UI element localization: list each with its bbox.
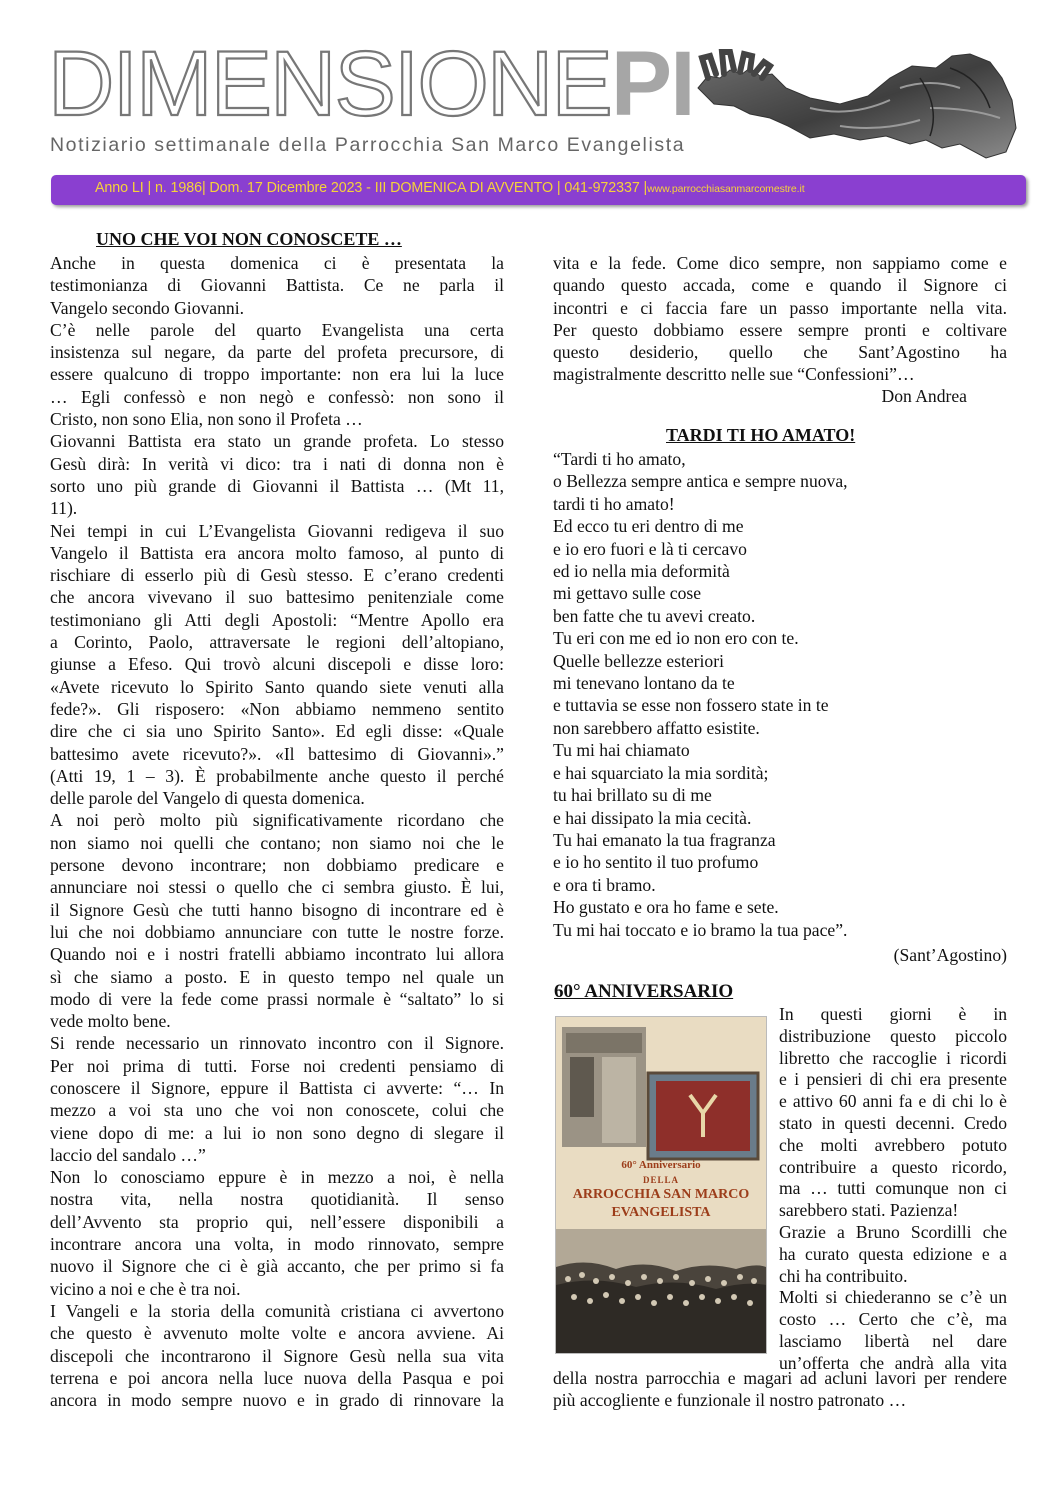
poem-line: e hai dissipato la mia cecità. [553,807,752,828]
article-line: C’è nelle parole del quarto Evangelista una certa [50,319,504,340]
article-line: giunse a Efeso. Qui trovò alcuni discepoli e disse loro: [50,654,504,675]
poem-line: e ora ti bramo. [553,874,656,895]
article-line: essere qualcuno di troppo importante: non era lui la luce [50,364,504,385]
anniversary-line: contribuire a questo ricordo, [779,1156,1007,1177]
poem-line: tu hai brillato su di me [553,785,712,806]
anniversary-line: libretto che raccoglie i ricordi [779,1047,1007,1068]
article-line: Per noi prima di tutti. Forse noi credenti pensiamo di [50,1055,504,1076]
article-line: A noi però molto più significativamente ricordano che [50,810,504,831]
booklet-title-line1: 60° Anniversario [621,1159,701,1171]
article-line: che questo è avvenuto molte volte e ancora avviene. Ai [50,1323,504,1344]
anniversary-line: lasciamo libertà nel dare [779,1330,1007,1351]
article-line: Giovanni Battista era stato un grande profeta. Lo stesso [50,431,504,452]
article-line: incontri e ci faccia fare un passo importante nella vita. [553,297,1007,318]
article-line: Vangelo il Battista era ancora molto famoso, al punto di [50,542,504,563]
article-line: discepoli che incontrarono il Signore Gesù nella sua vita [50,1345,504,1366]
article-line: terrena e poi ancora nella luce nuova della Pasqua e poi [50,1367,504,1388]
article-line: non siamo noi quelli che contano; non siamo noi che le [50,832,504,853]
newsletter-subtitle: Notiziario settimanale della Parrocchia San Marco Evangelista [50,134,686,156]
poem-line: Ed ecco tu eri dentro di me [553,516,744,537]
poem-line: e io ero fuori e là ti cercavo [553,538,747,559]
anniversary-line: Grazie a Bruno Scordilli che [779,1221,1007,1242]
poem-line: Tu eri con me ed io non ero con te. [553,628,799,649]
article-line: magistralmente descritto nelle sue “Confessioni”… [553,364,915,385]
poem-author: (Sant’Agostino) [893,945,1007,965]
article-line: modo di vere la fede come prassi normale è “saltato” lo si [50,988,504,1009]
article-line: 11). [50,498,78,519]
article-line: delle parole del Vangelo di questa domenica. [50,788,365,809]
poem-line: Tu hai emanato la tua fragranza [553,829,776,850]
article-line: fede?». Gli risposero: «Non abbiamo nemmeno sentito [50,698,504,719]
anniversary-line: della nostra parrocchia e magari ad acluni lavori per rendere [553,1368,1007,1388]
anniversary-line: Molti si chiederanno se c’è un [779,1287,1007,1308]
article-line: ancora in modo sempre nuovo e in grado di rinnovare la [50,1390,504,1411]
poem-line: Tu mi hai chiamato [553,740,690,761]
article-line: vicino a noi e che è tra noi. [50,1278,241,1299]
article-line: nuovo il Signore che ci è già accanto, che per primo si fa [50,1256,504,1277]
anniversary-side-text [779,1004,1007,1375]
poem-line: mi gettavo sulle cose [553,583,702,604]
article-line: persone devono incontrare; non dobbiamo predicare e [50,855,504,876]
article-line: incontrare ancora una volta, in modo rinnovato, sempre [50,1234,504,1255]
title-light-part: DIMENSIONE [48,33,611,135]
parish-website-link[interactable]: www.parrocchiasanmarcomestre.it [647,183,805,195]
anniversary-bottom-text [553,1368,1007,1412]
anniversary-line: In questi giorni è in [779,1004,1007,1024]
anniversary-line: ma … tutti comunque non ci [779,1178,1007,1199]
article-line: testimonianza di Giovanni Battista. Ce ne parla il [50,275,504,296]
article-line: sì che siamo a posto. E in questo tempo nel quale un [50,966,504,987]
anniversary-line: un’offerta che andrà alla vita [779,1352,1007,1373]
issue-details: Anno LI | n. 1986| Dom. 17 Dicembre 2023 - III DOMENICA DI AVVENTO | 041-972337 | [95,180,648,196]
newsletter-title [48,33,694,135]
article-line: vita e la fede. Come dico sempre, non sappiamo come e [553,253,1007,273]
article-heading-anniversario: 60° ANNIVERSARIO [554,981,734,1002]
poem-line: tardi ti ho amato! [553,493,675,514]
poem-line: non sarebbero affatto esistite. [553,717,760,738]
anniversary-line: che molti avrebbero potuto [779,1134,1007,1155]
article-line: «Avete ricevuto lo Spirito Santo quando siete venuti alla [50,676,504,697]
article-line: battesimo avete ricevuto?». «Il battesimo di Giovanni».” [50,743,504,764]
bronze-hand-sculpture-icon [690,48,1020,165]
booklet-title-line3: ARROCCHIA SAN MARCO [572,1187,750,1202]
poem-line: e tuttavia se esse non fossero state in te [553,695,829,716]
article-line: mezzo a voi sta uno che voi non conoscete, colui che [50,1100,504,1121]
anniversary-line: chi ha contribuito. [779,1265,908,1286]
anniversary-line: sarebbero stati. Pazienza! [779,1200,959,1221]
article-line: che ancora vivevano il suo battesimo penitenziale come [50,587,504,608]
poem-line: Ho gustato e ora ho fame e sete. [553,897,779,918]
anniversary-line: stato in questi decenni. Credo [779,1112,1007,1133]
article-body-column-1 [50,252,504,1411]
article-line: questo desiderio, quello che Sant’Agostino ha [553,342,1007,363]
poem-line: o Bellezza sempre antica e sempre nuova, [553,471,848,492]
article-line: rischiare di esserlo più di Gesù stesso. E c’erano credenti [50,565,504,586]
article-line: Cristo, non sono Elia, non sono il Profeta … [50,409,363,430]
article-line: testimoniano gli Atti degli Apostoli: “Mentre Apollo era [50,609,504,630]
anniversary-line: e attivo 60 anni fa e di chi lo è [779,1091,1007,1112]
article-line: conoscere il Signore, eppure il Battista ci avverte: “… In [50,1077,504,1098]
poem-line: Tu mi hai toccato e io bramo la tua pace”. [553,919,848,940]
article-line: Quando noi e i nostri fratelli abbiamo incontrato lui allora [50,944,504,965]
booklet-title-line4: EVANGELISTA [611,1205,711,1220]
article-line: il Signore Gesù che tutti hanno bisogno di incontrare ed è [50,899,504,920]
article-body-column-2 [553,252,1007,386]
article-line: Anche in questa domenica ci è presentata la [50,253,504,273]
anniversary-line: e i pensieri di chi era presente [779,1069,1007,1090]
article-line: nostra vita, nella nostra quotidianità. Il senso [50,1189,504,1210]
article-line: lui che noi dobbiamo annunciare con tutte le nostre forze. [50,921,504,942]
article-line: laccio del sandalo …” [50,1144,206,1165]
article-line: Vangelo secondo Giovanni. [50,297,244,318]
masthead [48,33,1008,168]
poem-line: e io ho sentito il tuo profumo [553,852,759,873]
article-line: Non lo conosciamo eppure è in mezzo a noi, è nella [50,1167,504,1188]
anniversary-booklet-image [555,1016,767,1354]
poem-line: ed io nella mia deformità [553,561,730,582]
article-line: dire che ci sia uno Spirito Santo». Ed egli disse: «Quale [50,721,504,742]
article-line: … Egli confessò e non negò e confessò: non sono il [50,386,504,407]
poem-line: ben fatte che tu avevi creato. [553,605,756,626]
article-line: (Atti 19, 1 – 3). È probabilmente anche questo il perché [50,765,504,786]
article-line: I Vangeli e la storia della comunità cristiana ci avvertono [50,1300,504,1321]
article-heading-uno-che-voi: UNO CHE VOI NON CONOSCETE … [96,229,402,249]
article-line: Nei tempi in cui L’Evangelista Giovanni redigeva il suo [50,520,504,541]
article-line: Per questo dobbiamo essere sempre pronti e coltivare [553,319,1007,340]
article-line: annunciare noi stessi o quello che ci sembra giusto. È lui, [50,877,504,898]
article-line: viene dopo di me: a lui io non sono degno di slegare il [50,1122,504,1143]
poem-body [553,448,1007,941]
anniversary-line: distribuzione questo piccolo [779,1025,1007,1046]
anniversary-line: costo … Certo che c’è, ma [779,1309,1007,1330]
article-heading-tardi-ti-ho-amato: TARDI TI HO AMATO! [666,425,856,445]
article-line: a Corinto, Paolo, attraversate le regioni dell’altopiano, [50,632,504,653]
article-line: vede molto bene. [50,1011,171,1032]
article-signature: Don Andrea [881,386,967,406]
article-line: quando questo accada, come e quando il Signore ci [553,275,1007,296]
article-line: Si rende necessario un rinnovato incontro con il Signore. [50,1033,504,1054]
issue-info-bar [51,175,1026,205]
article-line: dell’Avvento sta proprio qui, nell’essere disponibili a [50,1211,504,1232]
article-line: Gesù dirà: In verità vi dico: tra i nati di donna non è [50,453,504,474]
poem-line: mi tenevano lontano da te [553,673,735,694]
booklet-title-line2: DELLA [642,1175,679,1185]
issue-info-text [95,180,805,196]
anniversary-line: più accogliente e funzionale il nostro patronato … [553,1389,907,1410]
poem-line: Quelle bellezze esteriori [553,650,724,671]
anniversary-line: ha curato questa edizione e a [779,1243,1007,1264]
article-line: insistenza sul negare, da parte del profeta precursore, di [50,342,504,363]
article-line: sorto uno più grande di Giovanni il Battista … (Mt 11, [50,475,504,496]
title-bold-part: PI [610,33,694,135]
poem-line: e hai squarciato la mia sordità; [553,762,769,783]
poem-line: “Tardi ti ho amato, [553,449,686,469]
